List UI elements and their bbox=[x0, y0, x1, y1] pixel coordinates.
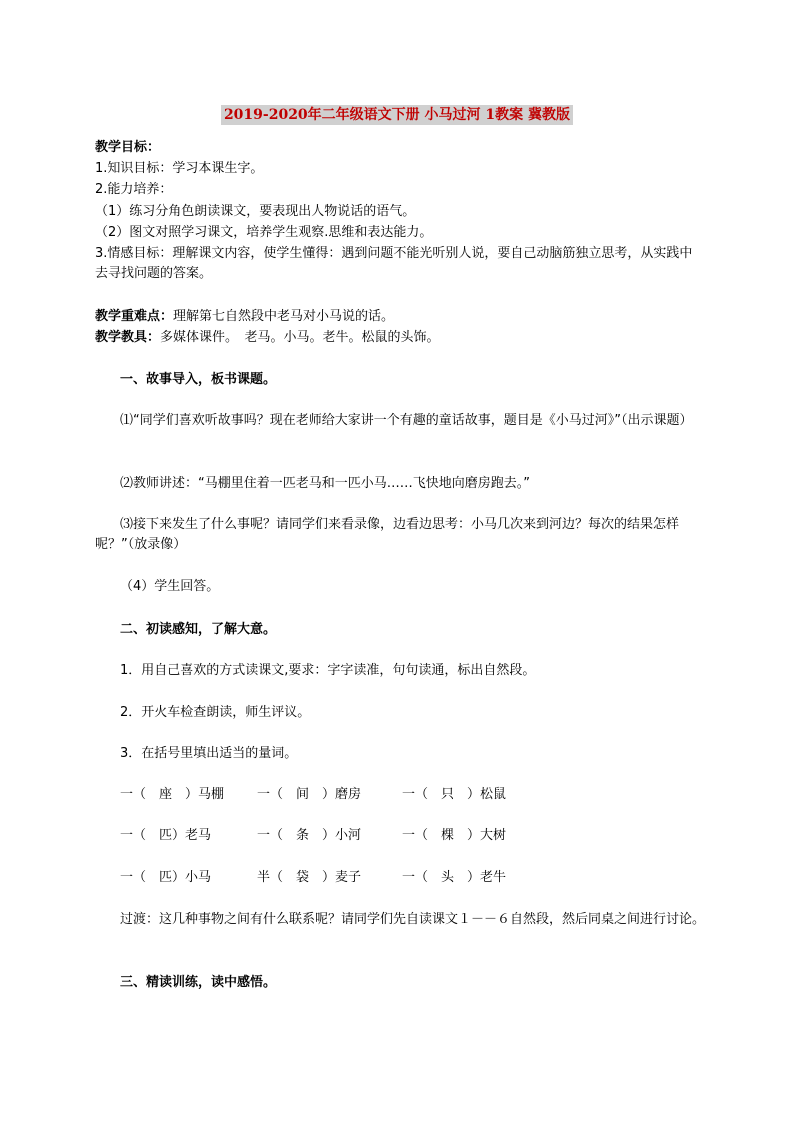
objective-ability-2: （2）图文对照学习课文，培养学生观察.思维和表达能力。 bbox=[95, 225, 433, 240]
objective-emotion: 3.情感目标：理解课文内容，使学生懂得：遇到问题不能光听别人说，要自己动脑筋独立思考，从实践中去寻找问题的答案。 bbox=[95, 246, 693, 281]
section1-heading: 一、故事导入，板书课题。 bbox=[120, 372, 277, 387]
measure-cell: 一（ 只 ）松鼠 bbox=[402, 787, 507, 802]
section1-paragraph-1: ⑴“同学们喜欢听故事吗？现在老师给大家讲一个有趣的童话故事，题目是《小马过河》”（出示课题） bbox=[120, 413, 693, 428]
objective-knowledge: 1.知识目标：学习本课生字。 bbox=[95, 161, 264, 176]
section1-paragraph-3: ⑶接下来发生了什么事呢？请同学们来看录像，边看边思考：小马几次来到河边？每次的结果怎样呢？”（放录像） bbox=[95, 517, 680, 552]
section2-step-2: 2．开火车检查朗读，师生评议。 bbox=[120, 705, 311, 720]
measure-cell: 一（ 座 ）马棚 bbox=[120, 787, 225, 802]
objective-ability-1: （1）练习分角色朗读课文，要表现出人物说话的语气。 bbox=[95, 204, 416, 219]
focus-text: 理解第七自然段中老马对小马说的话。 bbox=[173, 309, 395, 324]
measure-cell: 一（ 棵 ）大树 bbox=[402, 828, 507, 843]
measure-cell: 一（ 条 ）小河 bbox=[257, 828, 362, 843]
objective-ability-heading: 2.能力培养： bbox=[95, 182, 173, 197]
section1-paragraph-2: ⑵教师讲述：“马棚里住着一匹老马和一匹小马……飞快地向磨房跑去。” bbox=[120, 476, 530, 491]
section2-transition: 过渡：这几种事物之间有什么联系呢？请同学们先自读课文１－－６自然段，然后同桌之间进行讨论。 bbox=[120, 912, 706, 927]
focus-line bbox=[95, 307, 705, 327]
measure-cell: 一（ 匹）老马 bbox=[120, 828, 212, 843]
measure-cell: 一（ 匹）小马 bbox=[120, 870, 212, 885]
section2-heading: 二、初读感知，了解大意。 bbox=[120, 622, 277, 637]
measure-cell: 一（ 间 ）磨房 bbox=[257, 787, 362, 802]
section1-paragraph-4: （4）学生回答。 bbox=[120, 579, 220, 594]
document-title: 2019-2020年二年级语文下册 小马过河 1教案 冀教版 bbox=[221, 105, 573, 125]
tools-text: 多媒体课件。 老马。小马。老牛。松鼠的头饰。 bbox=[160, 330, 440, 345]
title-wrapper bbox=[0, 105, 794, 125]
section3-heading: 三、精读训练，读中感悟。 bbox=[120, 975, 277, 990]
focus-label: 教学重难点： bbox=[95, 309, 174, 324]
objectives-heading: 教学目标： bbox=[95, 140, 161, 155]
tools-line bbox=[95, 328, 705, 348]
tools-label: 教学教具： bbox=[95, 330, 161, 345]
section2-step-1: 1．用自己喜欢的方式读课文,要求：字字读准，句句读通，标出自然段。 bbox=[120, 663, 536, 678]
measure-cell: 半（ 袋 ）麦子 bbox=[257, 870, 362, 885]
measure-cell: 一（ 头 ）老牛 bbox=[402, 870, 507, 885]
section2-step-3: 3．在括号里填出适当的量词。 bbox=[120, 746, 298, 761]
